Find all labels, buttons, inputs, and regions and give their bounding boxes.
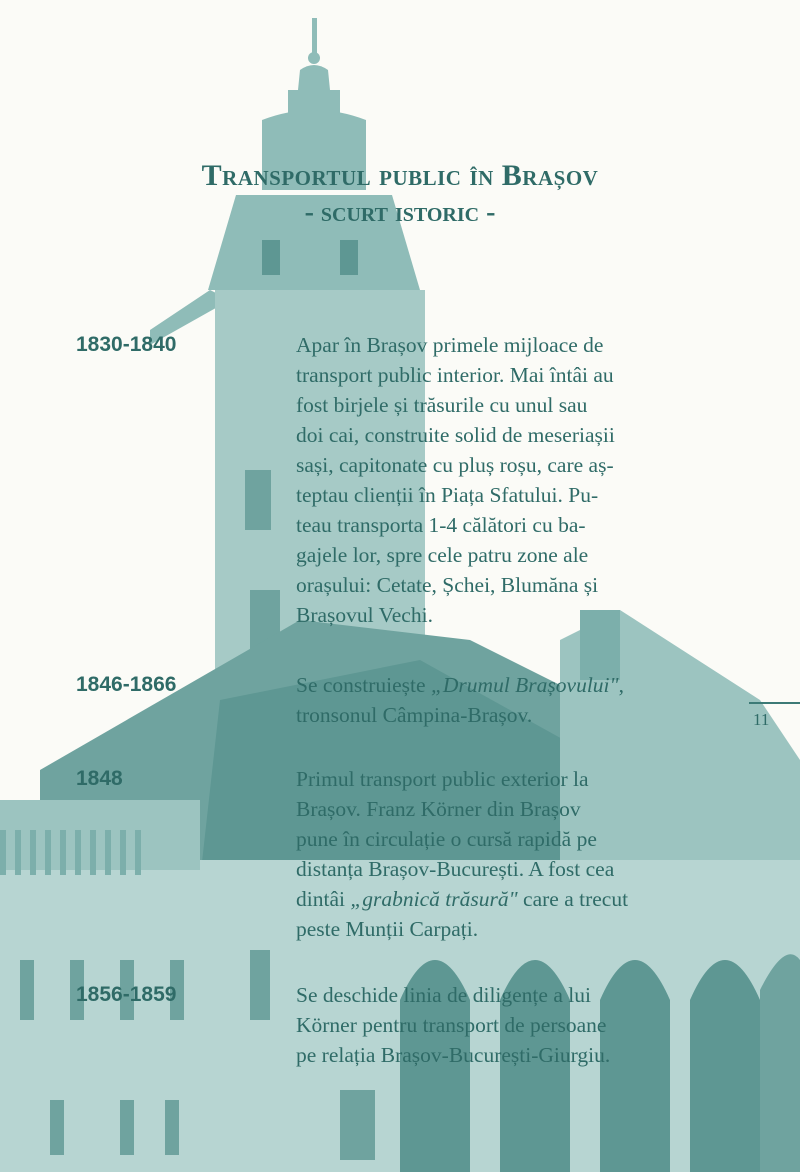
text-line: doi cai, construite solid de meseriașii bbox=[296, 423, 615, 447]
text-line: teptau clienții în Piața Sfatului. Pu- bbox=[296, 483, 599, 507]
entry-year: 1856-1859 bbox=[76, 983, 177, 1006]
text-line: Brașov. Franz Körner din Brașov bbox=[296, 797, 581, 821]
text-line: sași, capitonate cu pluș roșu, care aș- bbox=[296, 453, 614, 477]
text-line: distanța Brașov-București. A fost cea bbox=[296, 857, 615, 881]
text-line: Se deschide linia de diligențe a lui bbox=[296, 983, 591, 1007]
text-segment: care a trecut bbox=[517, 887, 629, 911]
page-number-block bbox=[749, 702, 800, 730]
entry-year: 1830-1840 bbox=[76, 333, 177, 356]
text-line: pune în circulație o cursă rapidă pe bbox=[296, 827, 597, 851]
title-subtitle: - scurt istoric - bbox=[304, 197, 496, 228]
text-line: teau transporta 1-4 călători cu ba- bbox=[296, 513, 586, 537]
text-segment: Se construiește bbox=[296, 673, 431, 697]
italic-quote: „grabnică trăsură" bbox=[350, 887, 518, 911]
text-line: Brașovul Vechi. bbox=[296, 603, 433, 627]
entry-year: 1846-1866 bbox=[76, 673, 177, 696]
entry-year: 1848 bbox=[76, 767, 123, 790]
text-line: gajele lor, spre cele patru zone ale bbox=[296, 543, 589, 567]
italic-title: „Drumul Brașovului" bbox=[430, 673, 619, 697]
text-line: Apar în Brașov primele mijloace de bbox=[296, 333, 604, 357]
text-line: pe relația Brașov-București-Giurgiu. bbox=[296, 1043, 611, 1067]
text-line: tronsonul Câmpina-Brașov. bbox=[296, 703, 533, 727]
text-line: fost birjele și trăsurile cu unul sau bbox=[296, 393, 588, 417]
page-number: 11 bbox=[753, 710, 770, 729]
text-line bbox=[296, 670, 718, 700]
text-line: orașului: Cetate, Șchei, Blumăna și bbox=[296, 573, 599, 597]
text-line bbox=[296, 884, 718, 914]
page-title bbox=[0, 158, 800, 230]
entry-text bbox=[296, 764, 718, 944]
text-segment: , bbox=[618, 673, 624, 697]
text-line: peste Munții Carpați. bbox=[296, 917, 479, 941]
text-segment: dintâi bbox=[296, 887, 351, 911]
text-line: Primul transport public exterior la bbox=[296, 767, 589, 791]
text-line: transport public interior. Mai întâi au bbox=[296, 363, 614, 387]
text-line: Körner pentru transport de persoane bbox=[296, 1013, 607, 1037]
entry-text bbox=[296, 670, 718, 730]
page-rule bbox=[749, 702, 800, 704]
title-main: Transportul public în Brașov bbox=[201, 159, 599, 192]
entry-text bbox=[296, 980, 718, 1070]
entry-text bbox=[296, 330, 718, 630]
